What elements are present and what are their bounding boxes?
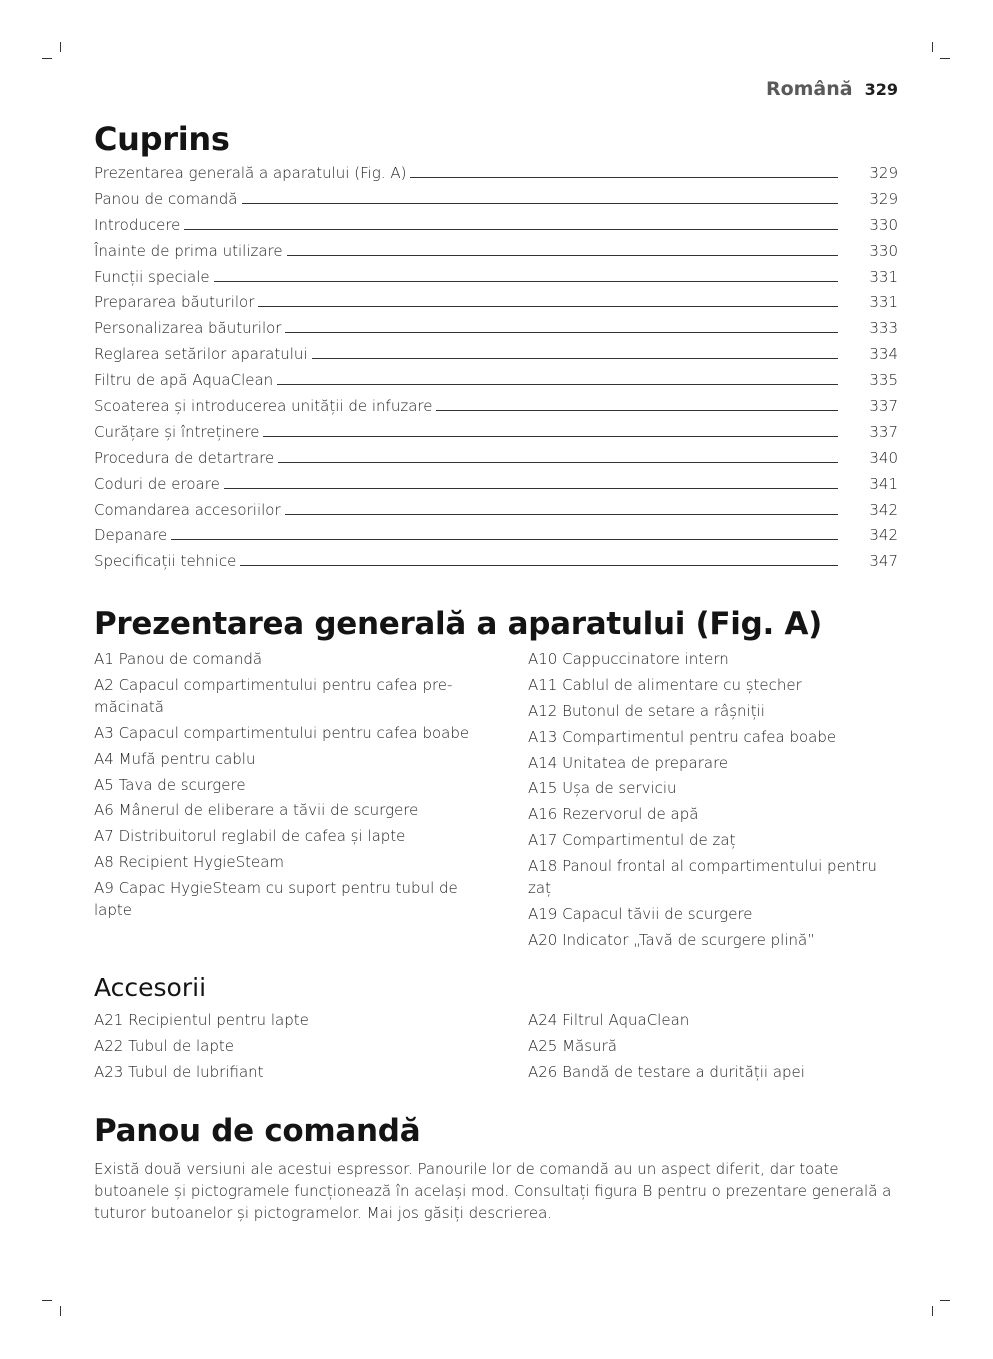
- toc-entry-label: Panou de comandă: [94, 189, 238, 208]
- part-item: A16 Rezervorul de apă: [528, 805, 699, 824]
- part-item: A4 Mufă pentru cablu: [94, 749, 256, 768]
- part-item: A18 Panoul frontal al compartimentului pentru zaț: [528, 857, 877, 898]
- toc-entry[interactable]: [94, 422, 898, 448]
- toc-leader-line: [278, 448, 838, 463]
- toc-leader-line: [240, 551, 838, 566]
- toc-entry-page: 329: [869, 164, 898, 182]
- toc-entry-label: Specificații tehnice: [94, 552, 237, 571]
- toc-entry-page: 331: [869, 293, 898, 312]
- toc-entry[interactable]: [94, 448, 898, 474]
- toc-entry-label: Procedura de detartrare: [94, 448, 275, 467]
- toc-entry-label: Funcții speciale: [94, 267, 210, 286]
- part-item: A8 Recipient HygieSteam: [94, 853, 285, 872]
- crop-mark: [940, 1300, 950, 1301]
- toc-entry[interactable]: [94, 163, 898, 189]
- toc-leader-line: [184, 215, 838, 230]
- toc-entry-label: Coduri de eroare: [94, 474, 220, 493]
- part-item: A7 Distribuitorul reglabil de cafea și lapte: [94, 827, 406, 846]
- toc-entry[interactable]: [94, 500, 898, 526]
- accessory-item: A23 Tubul de lubrifiant: [94, 1062, 264, 1081]
- part-item: A13 Compartimentul pentru cafea boabe: [528, 727, 837, 746]
- crop-mark: [60, 42, 61, 52]
- toc-leader-line: [224, 474, 838, 489]
- toc-entry-label: Înainte de prima utilizare: [94, 241, 283, 260]
- toc-entry-page: 340: [869, 448, 898, 467]
- accessory-item: A24 Filtrul AquaClean: [528, 1011, 690, 1029]
- toc-entry[interactable]: [94, 318, 898, 344]
- language-label: Română: [765, 78, 853, 100]
- crop-mark: [42, 1300, 52, 1301]
- part-item: A11 Cablul de alimentare cu ștecher: [528, 675, 802, 694]
- toc-entry-label: Depanare: [94, 526, 168, 545]
- part-item: A20 Indicator „Tavă de scurgere plină”: [528, 930, 815, 949]
- part-item: A10 Cappuccinatore intern: [528, 650, 729, 668]
- crop-mark: [60, 1306, 61, 1316]
- toc-entry-page: 334: [869, 345, 898, 364]
- toc-entry[interactable]: [94, 215, 898, 241]
- toc-leader-line: [285, 318, 838, 333]
- toc-entry-page: 342: [869, 526, 898, 545]
- toc-entry-label: Introducere: [94, 215, 181, 234]
- crop-mark: [940, 58, 950, 59]
- toc-entry-label: Reglarea setărilor aparatului: [94, 345, 308, 364]
- toc-entry-label: Prezentarea generală a aparatului (Fig. A): [94, 164, 407, 182]
- accessories-left-list: [94, 1009, 479, 1087]
- part-item: A5 Tava de scurgere: [94, 775, 246, 794]
- toc-entry[interactable]: [94, 370, 898, 396]
- toc-entry-page: 337: [869, 397, 898, 416]
- toc-entry-label: Scoaterea și introducerea unității de infuzare: [94, 397, 433, 416]
- accessory-item: A21 Recipientul pentru lapte: [94, 1011, 309, 1029]
- toc-entry-label: Curățare și întreținere: [94, 422, 260, 441]
- part-item: A14 Unitatea de preparare: [528, 753, 729, 772]
- crop-mark: [932, 42, 933, 52]
- toc-entry-page: 330: [869, 241, 898, 260]
- part-item: A3 Capacul compartimentului pentru cafea boabe: [94, 723, 470, 742]
- part-item: A6 Mânerul de eliberare a tăvii de scurgere: [94, 801, 419, 820]
- accessories-title: Accesorii: [94, 973, 207, 1002]
- table-of-contents: [94, 163, 898, 577]
- toc-entry[interactable]: [94, 396, 898, 422]
- toc-entry-label: Personalizarea băuturilor: [94, 319, 282, 338]
- toc-leader-line: [263, 422, 838, 437]
- toc-entry-page: 341: [869, 474, 898, 493]
- page-header: [766, 78, 898, 100]
- toc-leader-line: [214, 267, 838, 282]
- crop-mark: [932, 1306, 933, 1316]
- part-item: A12 Butonul de setare a râșniții: [528, 701, 765, 720]
- toc-leader-line: [436, 396, 838, 411]
- toc-leader-line: [285, 500, 838, 515]
- toc-entry-label: Comandarea accesoriilor: [94, 500, 281, 519]
- accessories-right-list: [528, 1009, 898, 1087]
- toc-entry-page: 347: [869, 552, 898, 571]
- overview-left-list: [94, 648, 479, 925]
- part-item: A15 Ușa de serviciu: [528, 779, 677, 798]
- toc-entry[interactable]: [94, 241, 898, 267]
- toc-leader-line: [242, 189, 839, 204]
- toc-entry-page: 329: [869, 189, 898, 208]
- toc-entry[interactable]: [94, 344, 898, 370]
- toc-entry-page: 335: [869, 371, 898, 390]
- toc-entry-label: Filtru de apă AquaClean: [94, 371, 274, 390]
- toc-entry[interactable]: [94, 525, 898, 551]
- toc-entry-page: 331: [869, 267, 898, 286]
- crop-mark: [42, 58, 52, 59]
- control-panel-title: Panou de comandă: [94, 1113, 421, 1149]
- toc-entry-label: Prepararea băuturilor: [94, 293, 255, 312]
- toc-leader-line: [258, 292, 838, 307]
- toc-entry[interactable]: [94, 267, 898, 293]
- part-item: A17 Compartimentul de zaț: [528, 831, 736, 850]
- toc-title: Cuprins: [94, 120, 230, 158]
- toc-entry-page: 330: [869, 215, 898, 234]
- part-item: A1 Panou de comandă: [94, 650, 263, 668]
- toc-leader-line: [171, 525, 838, 540]
- toc-entry[interactable]: [94, 474, 898, 500]
- control-panel-text: Există două versiuni ale acestui espressor. Panourile lor de comandă au un aspect diferit, dar toate butoanele și pictogramele funcționează în același mod. Consultați figura B pentru o prezentare generală a tuturor butoanelor și pictogramelor. Mai jos găsiți descrierea.: [94, 1160, 892, 1222]
- overview-right-list: [528, 648, 898, 955]
- toc-entry-page: 337: [869, 422, 898, 441]
- part-item: A2 Capacul compartimentului pentru cafea pre-măcinată: [94, 675, 453, 716]
- accessory-item: A25 Măsură: [528, 1036, 617, 1055]
- part-item: A9 Capac HygieSteam cu suport pentru tubul de lapte: [94, 879, 458, 920]
- toc-leader-line: [277, 370, 838, 385]
- overview-title: Prezentarea generală a aparatului (Fig. A): [94, 606, 823, 642]
- toc-entry[interactable]: [94, 551, 898, 577]
- toc-leader-line: [287, 241, 838, 256]
- page-number: 329: [864, 80, 898, 99]
- toc-entry[interactable]: [94, 292, 898, 318]
- toc-entry[interactable]: [94, 189, 898, 215]
- accessory-item: A26 Bandă de testare a durității apei: [528, 1062, 805, 1081]
- toc-leader-line: [410, 163, 838, 178]
- toc-entry-page: 342: [869, 500, 898, 519]
- accessory-item: A22 Tubul de lapte: [94, 1036, 234, 1055]
- toc-entry-page: 333: [869, 319, 898, 338]
- part-item: A19 Capacul tăvii de scurgere: [528, 905, 753, 924]
- toc-leader-line: [312, 344, 838, 359]
